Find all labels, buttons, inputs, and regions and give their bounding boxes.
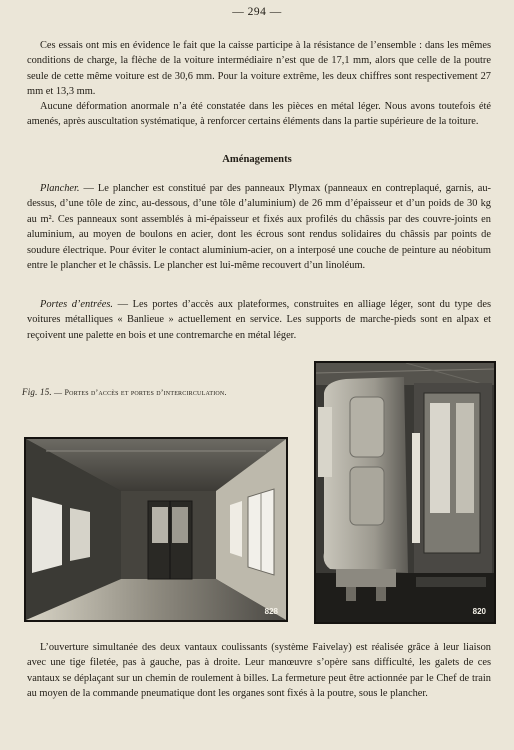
paragraph-doors <box>27 297 491 343</box>
paragraph-doors-text: — Les portes d’accès aux plateformes, construites en alliage léger, sont du type des voitures métalliques « Banlieue » actuellement en service. Les supports de marche-pieds sont en alpax et reçoivent une palette en bois et une contremarche en métal léger. <box>27 299 491 341</box>
paragraph-floor <box>27 181 491 273</box>
section-heading: Aménagements <box>222 154 292 165</box>
photo-exterior-door <box>314 361 496 624</box>
photo-exterior-image <box>316 363 494 622</box>
figure-title: — Portes d’accès et portes d’intercirculation. <box>51 388 227 397</box>
paragraph-test-results: Ces essais ont mis en évidence le fait que la caisse participe à la résistance de l’ensemble : dans les mêmes conditions de charge, la flèche de la voiture intermédiaire n’est que de 17,1 mm, alors que celle de la poutre seule de cette même voiture est de 30,6 mm. Pour la voiture extrême, les deux chiffres sont respectivement 27 mm et 13,3 mm. <box>27 40 491 98</box>
paragraph-floor-text: — Le plancher est constitué par des panneaux Plymax (panneaux en contreplaqué, garnis, au-dessus, d’une tôle de zinc, au-dessous, d’une tôle d’aluminium) de 26 mm d’épaisseur et d’un poids de 30 kg au m². Ces panneaux sont assemblés à mi-épaisseur et fixés aux profilés du châssis par des couvre-joints en aluminium, au moyen de boulons en acier, dont les écrous sont rendus solidaires du châssis par points de soudure électrique. Pour éviter le contact aluminium-acier, on a interposé une couche de peinture au néobitum entre le plancher et le châssis. Le plancher est lui-même recouvert d’un linoléum. <box>27 183 491 272</box>
paragraph-door-mechanism: L’ouverture simultanée des deux vantaux coulissants (système Faivelay) est réalisée grâce à leur liaison avec une tige filetée, pas à gauche, pas à droite. Leur manœuvre s’opère sans difficulté, les galets de ces vantaux se déplaçant sur un chemin de roulement à billes. La fermeture peut être actionnée par le Chef de train au moyen de la commande pneumatique dont les organes sont fixés à la poutre, sous le plancher. <box>27 642 491 700</box>
photo-interior-doors <box>24 437 288 622</box>
photo-interior-image <box>26 439 286 620</box>
paragraph-deformation: Aucune déformation anormale n’a été constatée dans les pièces en métal léger. Nous avons toutefois été amenés, après auscultation systématique, à renforcer certains éléments dans la partie supérieure de la toiture. <box>27 101 491 128</box>
page-number: — 294 — <box>232 6 282 18</box>
paragraph-floor-lead: Plancher. <box>40 183 80 194</box>
figure-caption <box>22 387 307 397</box>
photo2-number: 820 <box>472 607 486 616</box>
figure-label: Fig. 15. <box>22 387 52 397</box>
photo1-number: 828 <box>264 607 278 616</box>
paragraph-doors-lead: Portes d’entrées. <box>40 299 113 310</box>
